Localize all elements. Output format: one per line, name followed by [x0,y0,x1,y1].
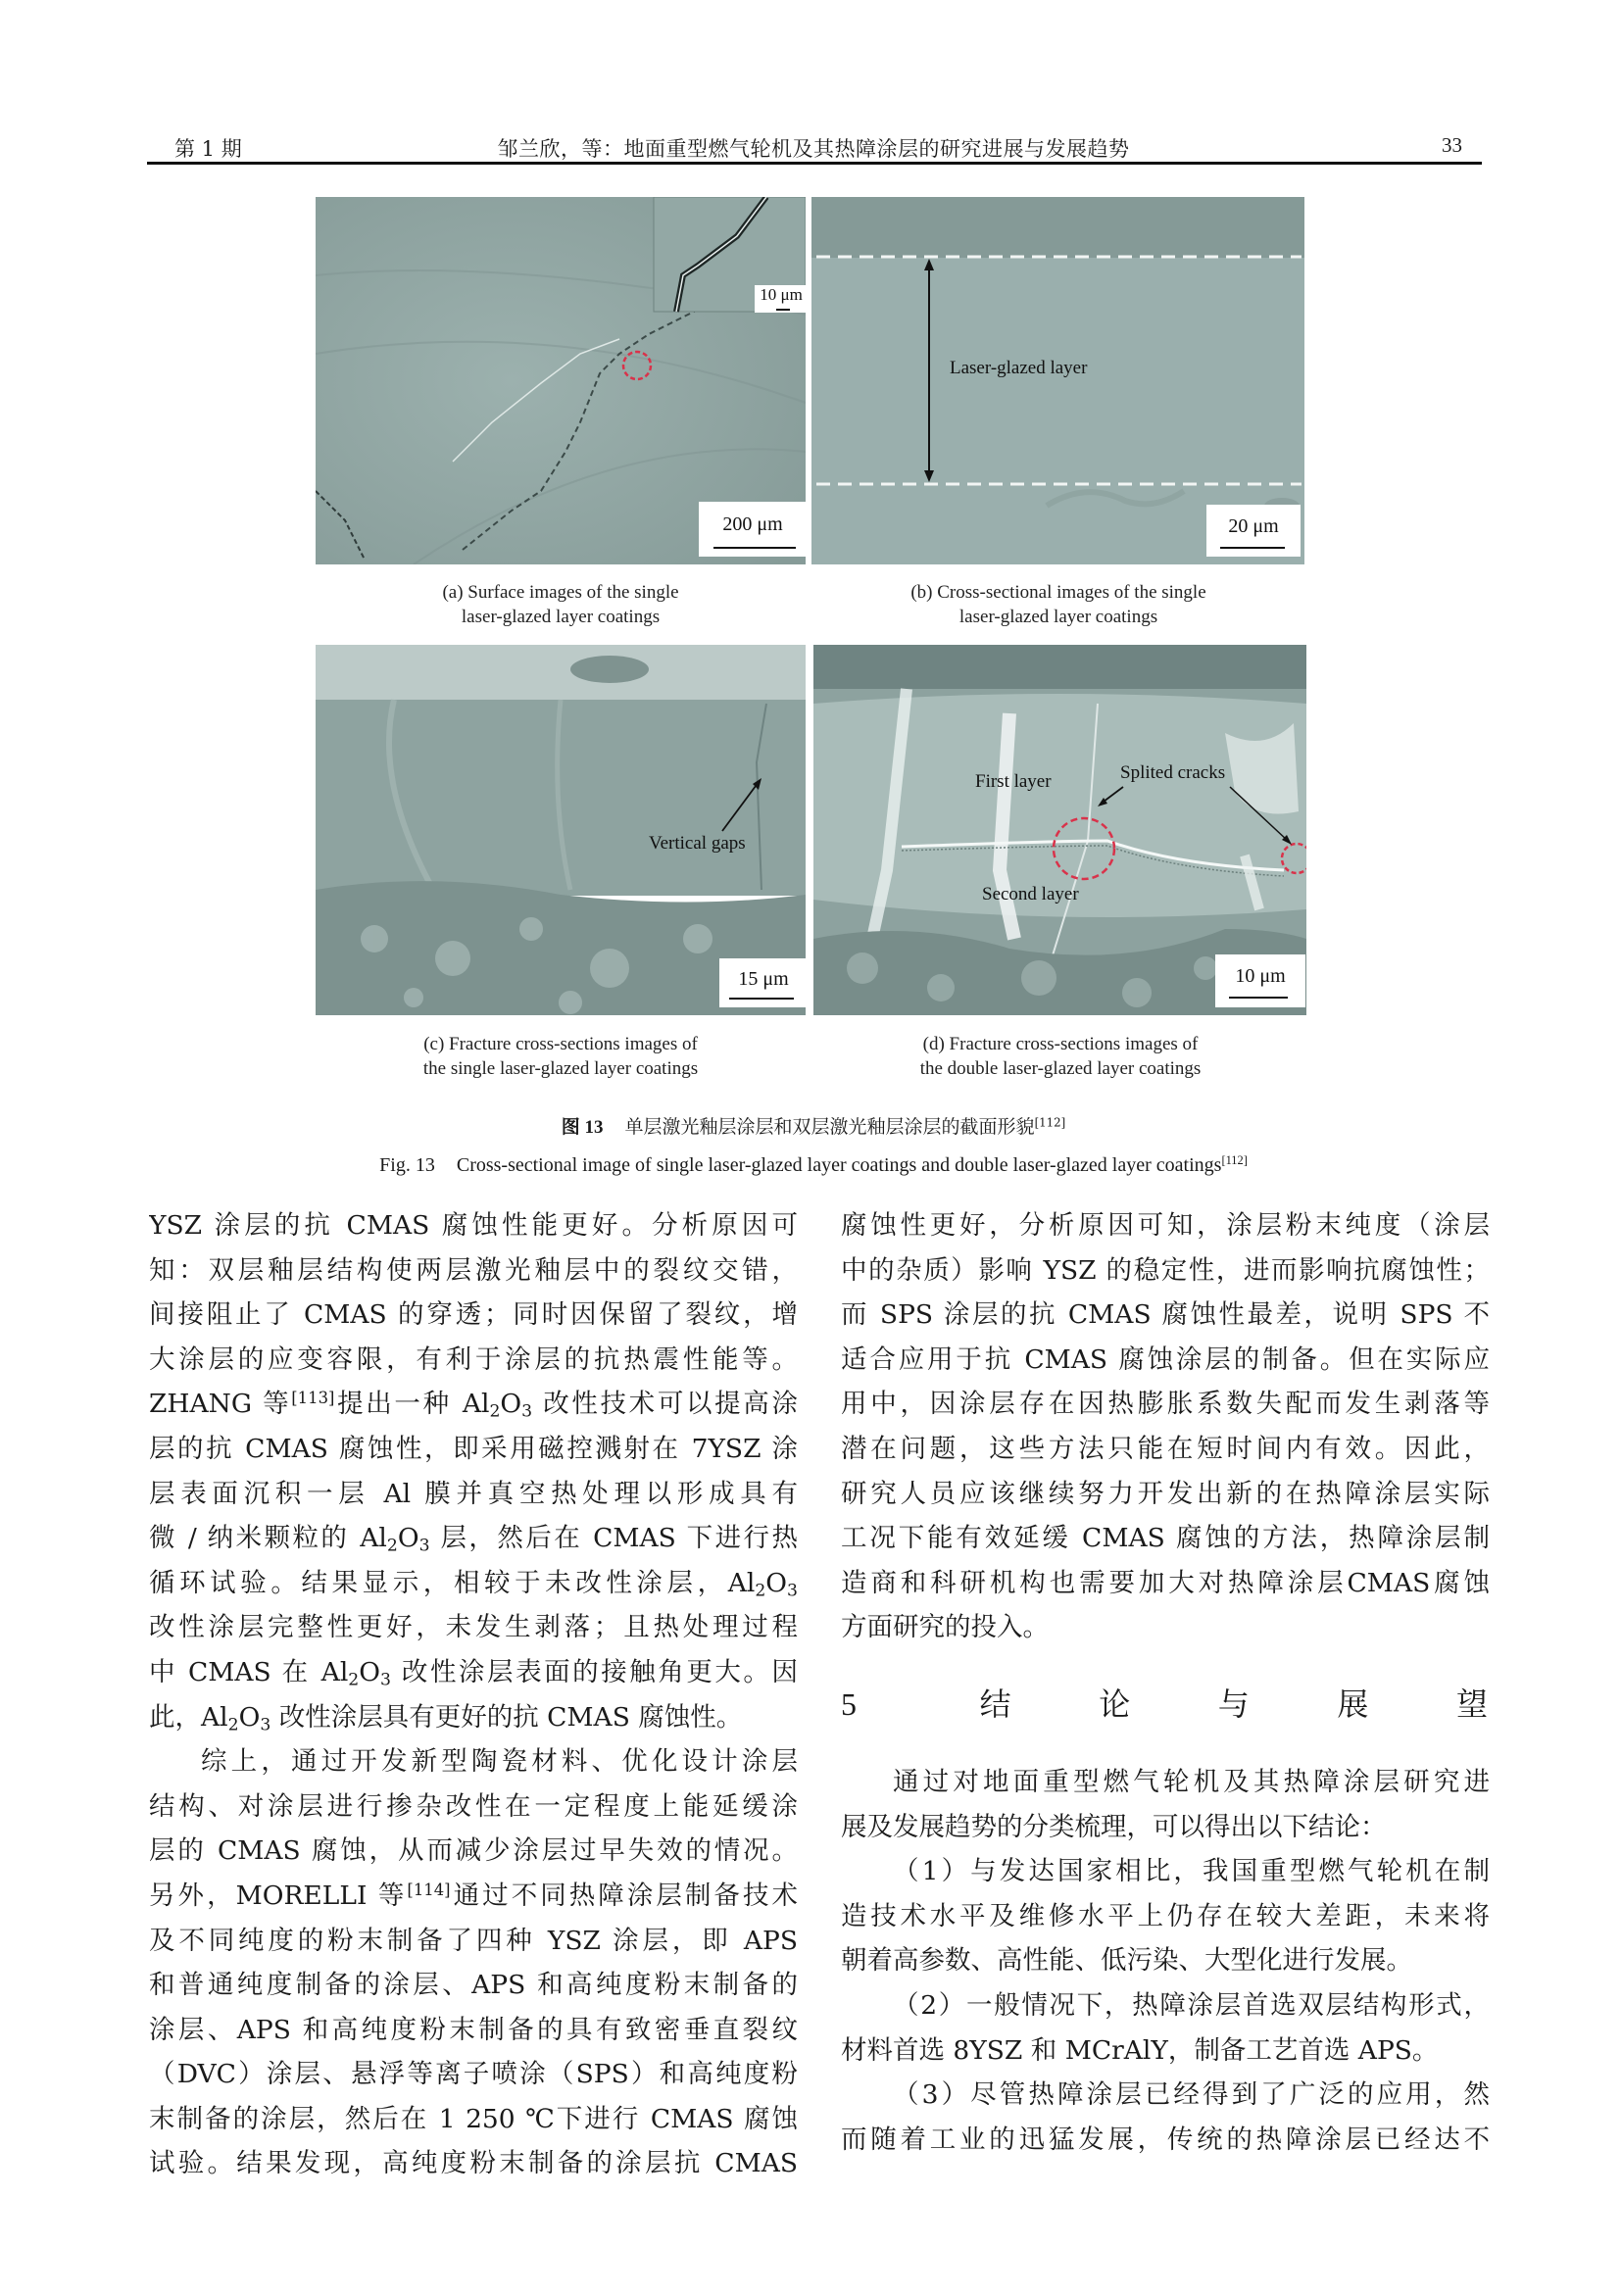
figure-caption-cn-text: 单层激光釉层涂层和双层激光釉层涂层的截面形貌 [624,1116,1035,1138]
scale-bar: 10 μm [1215,954,1305,1007]
page-number: 33 [1442,133,1462,157]
inset-scale-bar: 10 μm [755,285,806,313]
text-line: 朝着高参数、高性能、低污染、大型化进行发展。 [841,1945,1412,1977]
text-line: 此，$Al_2O_3$ 改性涂层具有更好的抗 CMAS 腐蚀性。 [149,1701,743,1734]
citation-ref[interactable]: [112] [1221,1153,1248,1168]
section-number: 5 [841,1685,859,1722]
text-line: 综上，通过开发新型陶瓷材料、优化设计涂层 [201,1746,798,1778]
figure-panel-b [811,197,1304,564]
header-rule [147,162,1482,165]
text-line: （DVC）涂层、悬浮等离子喷涂（SPS）和高纯度粉 [149,2059,798,2090]
figure-panel-a [316,197,806,564]
text-line: 和普通纯度制备的涂层、APS 和高纯度粉末制备的 [149,1970,798,2001]
figure-panel-d [813,645,1306,1015]
figure-caption-chinese [147,1112,1480,1139]
text-line: 另外，MORELLI 等[114]通过不同热障涂层制备技术 [149,1880,798,1911]
running-header [147,125,1480,167]
subcaption-c: (c) Fracture cross-sections images of the single laser-glazed layer coatings [422,1034,699,1079]
text-line: 末制备的涂层，然后在 1 250 ℃下进行 CMAS 腐蚀 [149,2103,798,2134]
body-column-left [149,1203,798,2186]
text-line: 微 / 纳米颗粒的 $Al_2O_3$ 层，然后在 CMAS 下进行热 [149,1523,798,1556]
citation-ref[interactable]: [113] [291,1389,335,1408]
text-line: 工况下能有效延缓 CMAS 腐蚀的方法，热障涂层制 [841,1523,1490,1554]
text-line: 而 SPS 涂层的抗 CMAS 腐蚀性最差，说明 SPS 不 [841,1299,1490,1331]
citation-ref[interactable]: [114] [407,1880,451,1899]
text-line: 间接阻止了 CMAS 的穿透；同时因保留了裂纹，增 [149,1299,798,1331]
text-line: 涂层、APS 和高纯度粉末制备的具有致密垂直裂纹 [149,2014,798,2045]
text-line: 方面研究的投入。 [841,1612,1049,1643]
text-line: 材料首选 8YSZ 和 MCrAlY，制备工艺首选 APS。 [841,2034,1439,2066]
subcaption-b: (b) Cross-sectional images of the single laser-glazed layer coatings [910,582,1206,627]
text-line: 大涂层的应变容限，有利于涂层的抗热震性能等。 [149,1343,798,1375]
text-line: 层的 CMAS 腐蚀，从而减少涂层过早失效的情况。 [149,1835,798,1867]
annotation-laser-glazed-layer: Laser-glazed layer [950,358,1088,378]
conclusion-item-1: （1）与发达国家相比，我国重型燃气轮机在制 [893,1856,1490,1887]
subcaption-d: (d) Fracture cross-sections images of the double laser-glazed layer coatings [919,1034,1202,1079]
annotation-second-layer: Second layer [982,884,1079,904]
text-line: 研究人员应该继续努力开发出新的在热障涂层实际 [841,1478,1490,1509]
text-line: 层的抗 CMAS 腐蚀性，即采用磁控溅射在 7YSZ 涂 [149,1433,798,1464]
figure-caption-en-text: Cross-sectional image of single laser-glazed layer coatings and double laser-glazed layer coatings [456,1154,1222,1176]
text-line: 潜在问题，这些方法只能在短时间内有效。因此， [841,1433,1490,1464]
scale-bar: 200 μm [699,502,806,557]
text-line: 腐蚀性更好，分析原因可知，涂层粉末纯度（涂层 [841,1210,1490,1241]
annotation-splited-cracks: Splited cracks [1120,762,1226,783]
figure-number-en: Fig. 13 [379,1154,435,1176]
text-line: 通过对地面重型燃气轮机及其热障涂层研究进 [893,1766,1490,1797]
text-line: 造技术水平及维修水平上仍存在较大差距，未来将 [841,1900,1490,1931]
text-line: ZHANG 等[113]提出一种 $Al_2O_3$ 改性技术可以提高涂 [149,1389,798,1422]
subcaption-a: (a) Surface images of the single laser-glazed layer coatings [442,582,679,627]
issue-number: 第 1 期 [174,137,242,161]
figure-panel-c [316,645,806,1015]
citation-ref[interactable]: [112] [1034,1115,1066,1130]
text-line: 试验。结果发现，高纯度粉末制备的涂层抗 CMAS [149,2148,798,2179]
section-title: 结论与展望 [894,1685,1490,1723]
scale-bar: 20 μm [1206,505,1301,557]
text-line: 结构、对涂层进行掺杂改性在一定程度上能延缓涂 [149,1790,798,1822]
conclusion-item-3: （3）尽管热障涂层已经得到了广泛的应用，然 [893,2079,1490,2111]
text-line: 展及发展趋势的分类梳理，可以得出以下结论： [841,1811,1387,1842]
annotation-first-layer: First layer [975,771,1052,792]
conclusion-item-2: （2）一般情况下，热障涂层首选双层结构形式， [893,1989,1490,2021]
figure-number-cn: 图 13 [561,1117,604,1138]
text-line: 知：双层釉层结构使两层激光釉层中的裂纹交错， [149,1254,798,1286]
section-heading [841,1650,1490,1736]
text-line: YSZ 涂层的抗 CMAS 腐蚀性能更好。分析原因可 [149,1210,798,1241]
text-line: 改性涂层完整性更好，未发生剥落；且热处理过程 [149,1612,798,1643]
text-line: 中的杂质）影响 YSZ 的稳定性，进而影响抗腐蚀性； [841,1254,1490,1286]
text-line: 用中，因涂层存在因热膨胀系数失配而发生剥落等 [841,1389,1490,1420]
body-column-right [841,1203,1490,2162]
annotation-vertical-gaps: Vertical gaps [649,833,746,854]
text-line: 造商和科研机构也需要加大对热障涂层CMAS腐蚀 [841,1567,1490,1598]
scale-bar: 15 μm [719,958,806,1007]
text-line: 及不同纯度的粉末制备了四种 YSZ 涂层，即 APS [149,1925,798,1956]
figure-caption-english [147,1154,1480,1177]
text-line: 适合应用于抗 CMAS 腐蚀涂层的制备。但在实际应 [841,1343,1490,1375]
text-line: 而随着工业的迅猛发展，传统的热障涂层已经达不 [841,2124,1490,2155]
text-line: 层表面沉积一层 Al 膜并真空热处理以形成具有 [149,1478,798,1509]
text-line: 中 CMAS 在 $Al_2O_3$ 改性涂层表面的接触角更大。因 [149,1656,798,1690]
text-line: 循环试验。结果显示，相较于未改性涂层，$Al_2O_3$ [149,1567,798,1601]
running-title: 邹兰欣，等：地面重型燃气轮机及其热障涂层的研究进展与发展趋势 [497,137,1130,161]
